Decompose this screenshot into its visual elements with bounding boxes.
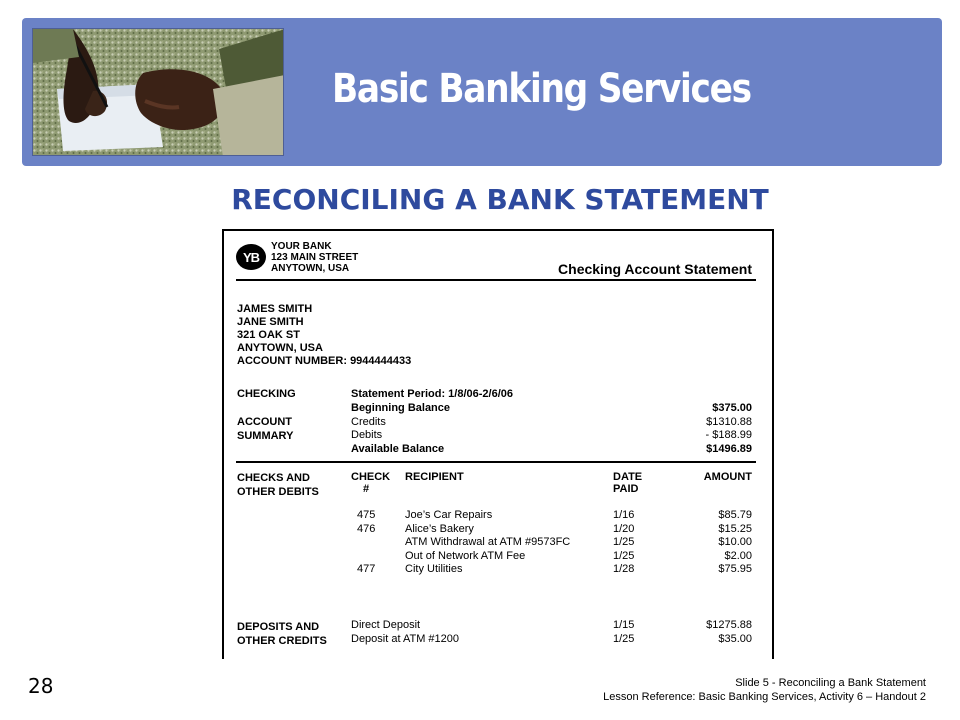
col-check-header [351, 471, 390, 495]
debit-check-number: 475 [357, 509, 376, 521]
summary-row-label: Credits [351, 415, 386, 428]
bank-city: ANYTOWN, USA [271, 263, 350, 274]
credit-amount: $1275.88 [706, 619, 752, 631]
credits-label-line1: DEPOSITS AND [237, 621, 320, 633]
summary-rule [236, 461, 756, 463]
debit-amount: $10.00 [718, 536, 752, 549]
slide-footer [603, 676, 926, 704]
bank-address [271, 241, 358, 274]
debit-amount: $85.79 [718, 509, 752, 521]
bank-street: 123 MAIN STREET [271, 252, 359, 263]
customer-city: ANYTOWN, USA [237, 342, 323, 354]
col-check-line1: CHECK [351, 471, 391, 483]
account-number-line [237, 355, 411, 368]
debit-amount: $75.95 [718, 563, 752, 576]
debit-check-number: 476 [357, 522, 376, 535]
footer-line-2: Lesson Reference: Basic Banking Services, Activity 6 – Handout 2 [603, 691, 926, 703]
summary-label [237, 415, 293, 443]
statement-heading: Checking Account Statement [558, 261, 752, 277]
credit-description: Deposit at ATM #1200 [351, 632, 460, 645]
account-number-label: ACCOUNT NUMBER: [237, 355, 347, 367]
col-date-header [613, 471, 642, 495]
customer-street: 321 OAK ST [237, 329, 300, 341]
debits-section-label [237, 471, 319, 499]
summary-label-account: ACCOUNT [237, 416, 292, 428]
page-number: 28 [28, 674, 54, 698]
summary-label-summary: SUMMARY [237, 430, 294, 442]
credits-section-label [237, 620, 327, 648]
bank-statement [222, 229, 774, 659]
debit-date: 1/16 [613, 509, 635, 521]
summary-row-amount: $1310.88 [706, 415, 752, 428]
debit-recipient: City Utilities [405, 563, 463, 576]
debits-label-line2: OTHER DEBITS [237, 486, 319, 498]
credit-amount: $35.00 [718, 632, 752, 645]
col-date-line1: DATE [613, 471, 643, 483]
header-banner [22, 18, 942, 166]
customer-name-1: JAMES SMITH [237, 303, 313, 315]
debits-label-line1: CHECKS AND [237, 472, 310, 484]
debit-check-number: 477 [357, 563, 376, 576]
debit-amount: $15.25 [718, 522, 752, 535]
statement-period: Statement Period: 1/8/06-2/6/06 [351, 388, 514, 400]
summary-row-amount: $1496.89 [706, 442, 752, 455]
debit-date: 1/25 [613, 536, 635, 549]
credit-date: 1/25 [613, 632, 635, 645]
slide-title: RECONCILING A BANK STATEMENT [231, 183, 769, 216]
debit-recipient: Alice’s Bakery [405, 522, 474, 535]
col-date-line2: PAID [613, 483, 639, 495]
account-number: 9944444433 [350, 355, 412, 367]
summary-row-amount: - $188.99 [705, 429, 752, 441]
credit-date: 1/15 [613, 619, 635, 631]
hands-writing-check-photo [32, 28, 284, 156]
photo-image [33, 29, 284, 156]
debit-recipient: Out of Network ATM Fee [405, 549, 526, 562]
debit-date: 1/20 [613, 522, 635, 535]
debit-amount: $2.00 [724, 549, 752, 562]
debit-date: 1/25 [613, 549, 635, 562]
bank-name: YOUR BANK [271, 241, 332, 252]
bank-logo: YB [236, 244, 266, 270]
col-check-line2: # [363, 483, 370, 495]
debit-recipient: ATM Withdrawal at ATM #9573FC [405, 536, 571, 549]
credits-label-line2: OTHER CREDITS [237, 635, 327, 647]
summary-row-label: Available Balance [351, 442, 445, 455]
col-amount-header: AMOUNT [703, 471, 752, 483]
col-recipient-header: RECIPIENT [405, 471, 464, 483]
customer-name-2: JANE SMITH [237, 316, 304, 328]
summary-row-label: Beginning Balance [351, 402, 451, 414]
summary-row-label: Debits [351, 429, 383, 441]
banner-title: Basic Banking Services [332, 66, 751, 112]
credit-description: Direct Deposit [351, 619, 421, 631]
summary-row-amount: $375.00 [712, 402, 752, 414]
debit-date: 1/28 [613, 563, 635, 576]
summary-label-checking: CHECKING [237, 388, 296, 400]
heading-rule [236, 279, 756, 281]
debit-recipient: Joe’s Car Repairs [405, 509, 493, 521]
customer-block [237, 303, 411, 368]
footer-line-1: Slide 5 - Reconciling a Bank Statement [735, 677, 926, 689]
